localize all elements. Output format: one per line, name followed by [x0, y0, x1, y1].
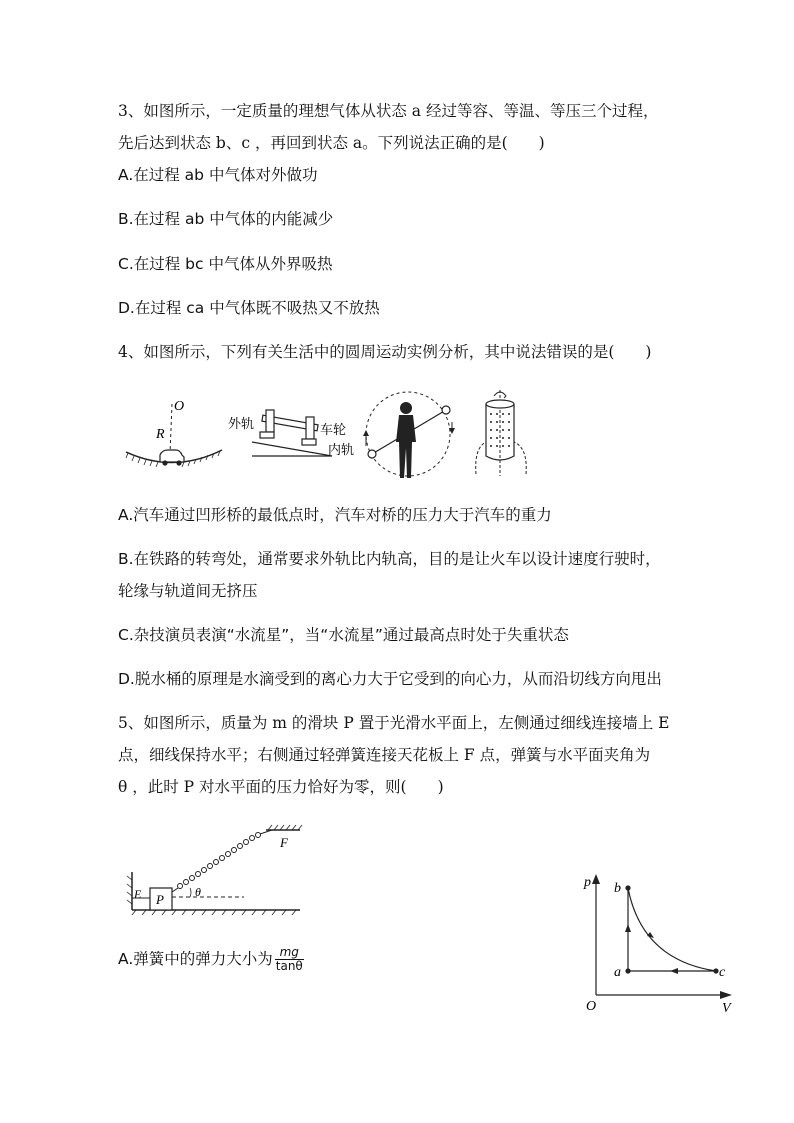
pv-graph	[580, 870, 740, 1015]
q5-stem-line3: θ ，此时 P 对水平面的压力恰好为零，则( )	[118, 778, 444, 796]
water-trajectory-left	[476, 442, 486, 474]
label-outer-rail: 外轨	[228, 416, 255, 431]
q5-stem-line2: 点，细线保持水平；右侧通过轻弹簧连接天花板上 F 点，弹簧与水平面夹角为	[118, 746, 651, 764]
q4-option-b-line1: B.在铁路的转弯处，通常要求外轨比内轨高，目的是让火车以设计速度行驶时，	[118, 550, 661, 568]
bucket-low	[368, 450, 376, 458]
label-inner-rail: 内轨	[328, 442, 355, 457]
water-meteor-figure	[362, 388, 458, 484]
angle-arc	[190, 888, 191, 897]
label-P: P	[156, 892, 164, 907]
q3-option-d: D.在过程 ca 中气体既不吸热又不放热	[118, 299, 380, 317]
arrow-ca-icon	[670, 968, 678, 974]
radius-line	[170, 404, 172, 454]
fraction-denominator: tanθ	[275, 959, 303, 973]
fraction-numerator: mg	[275, 946, 304, 960]
performer-silhouette	[396, 402, 416, 478]
label-R: R	[156, 427, 165, 442]
point-b	[625, 885, 630, 890]
train-axle	[260, 410, 318, 445]
label-O: O	[174, 399, 185, 414]
orbit-arrowhead-up	[363, 430, 369, 436]
q4-stem: 4、如图所示，下列有关生活中的圆周运动实例分析，其中说法错误的是( )	[118, 343, 652, 361]
spring-end-lower	[172, 888, 178, 892]
label-c: c	[719, 965, 726, 980]
q4-option-a: A.汽车通过凹形桥的最低点时，汽车对桥的压力大于汽车的重力	[118, 506, 552, 524]
label-wheel: 车轮	[320, 422, 347, 437]
v-axis-arrow-icon	[720, 991, 732, 999]
concave-bridge-figure	[122, 392, 232, 472]
q4-option-b-line2: 轮缘与轨道间无挤压	[118, 582, 258, 600]
q3-stem-line1: 3、如图所示，一定质量的理想气体从状态 a 经过等容、等温、等压三个过程，	[118, 102, 659, 120]
fraction-mg-over-tan-theta	[275, 946, 304, 973]
q3-option-a: A.在过程 ab 中气体对外做功	[118, 166, 318, 184]
point-c	[713, 968, 718, 973]
q5-option-a-text: A.弹簧中的弹力大小为	[118, 950, 273, 968]
q5-stem-line1: 5、如图所示，质量为 m 的滑块 P 置于光滑水平面上，左侧通过细线连接墙上 E	[118, 714, 670, 732]
point-a	[625, 968, 630, 973]
q4-option-c: C.杂技演员表演“水流星”，当“水流星”通过最高点时处于失重状态	[118, 626, 569, 644]
label-F: F	[280, 835, 288, 850]
origin-label: O	[586, 999, 597, 1014]
p-axis-label: p	[584, 875, 591, 890]
q3-option-c: C.在过程 bc 中气体从外界吸热	[118, 255, 333, 273]
drum-top	[486, 400, 514, 408]
label-a: a	[614, 965, 621, 980]
bucket-high	[442, 406, 450, 414]
p-axis-arrow-icon	[592, 874, 600, 884]
label-b: b	[614, 881, 621, 896]
q3-stem-line2: 先后达到状态 b、c ，再回到状态 a。下列说法正确的是( )	[118, 134, 545, 152]
label-theta: θ	[195, 885, 201, 899]
spring-block-figure	[124, 822, 308, 918]
v-axis-label: V	[722, 1001, 731, 1016]
q3-option-b: B.在过程 ab 中气体的内能减少	[118, 210, 334, 228]
arrow-ab-icon	[625, 924, 631, 932]
process-bc	[628, 888, 716, 971]
q5-option-a	[118, 946, 304, 973]
spin-dryer-figure	[470, 386, 540, 478]
label-E: E	[134, 887, 142, 901]
q4-option-d: D.脱水桶的原理是水滴受到的离心力大于它受到的向心力，从而沿切线方向甩出	[118, 670, 662, 688]
track-bed	[252, 442, 332, 456]
railway-turn-figure	[228, 398, 358, 468]
water-trajectory-right	[514, 442, 526, 474]
spring-coils	[178, 833, 261, 889]
